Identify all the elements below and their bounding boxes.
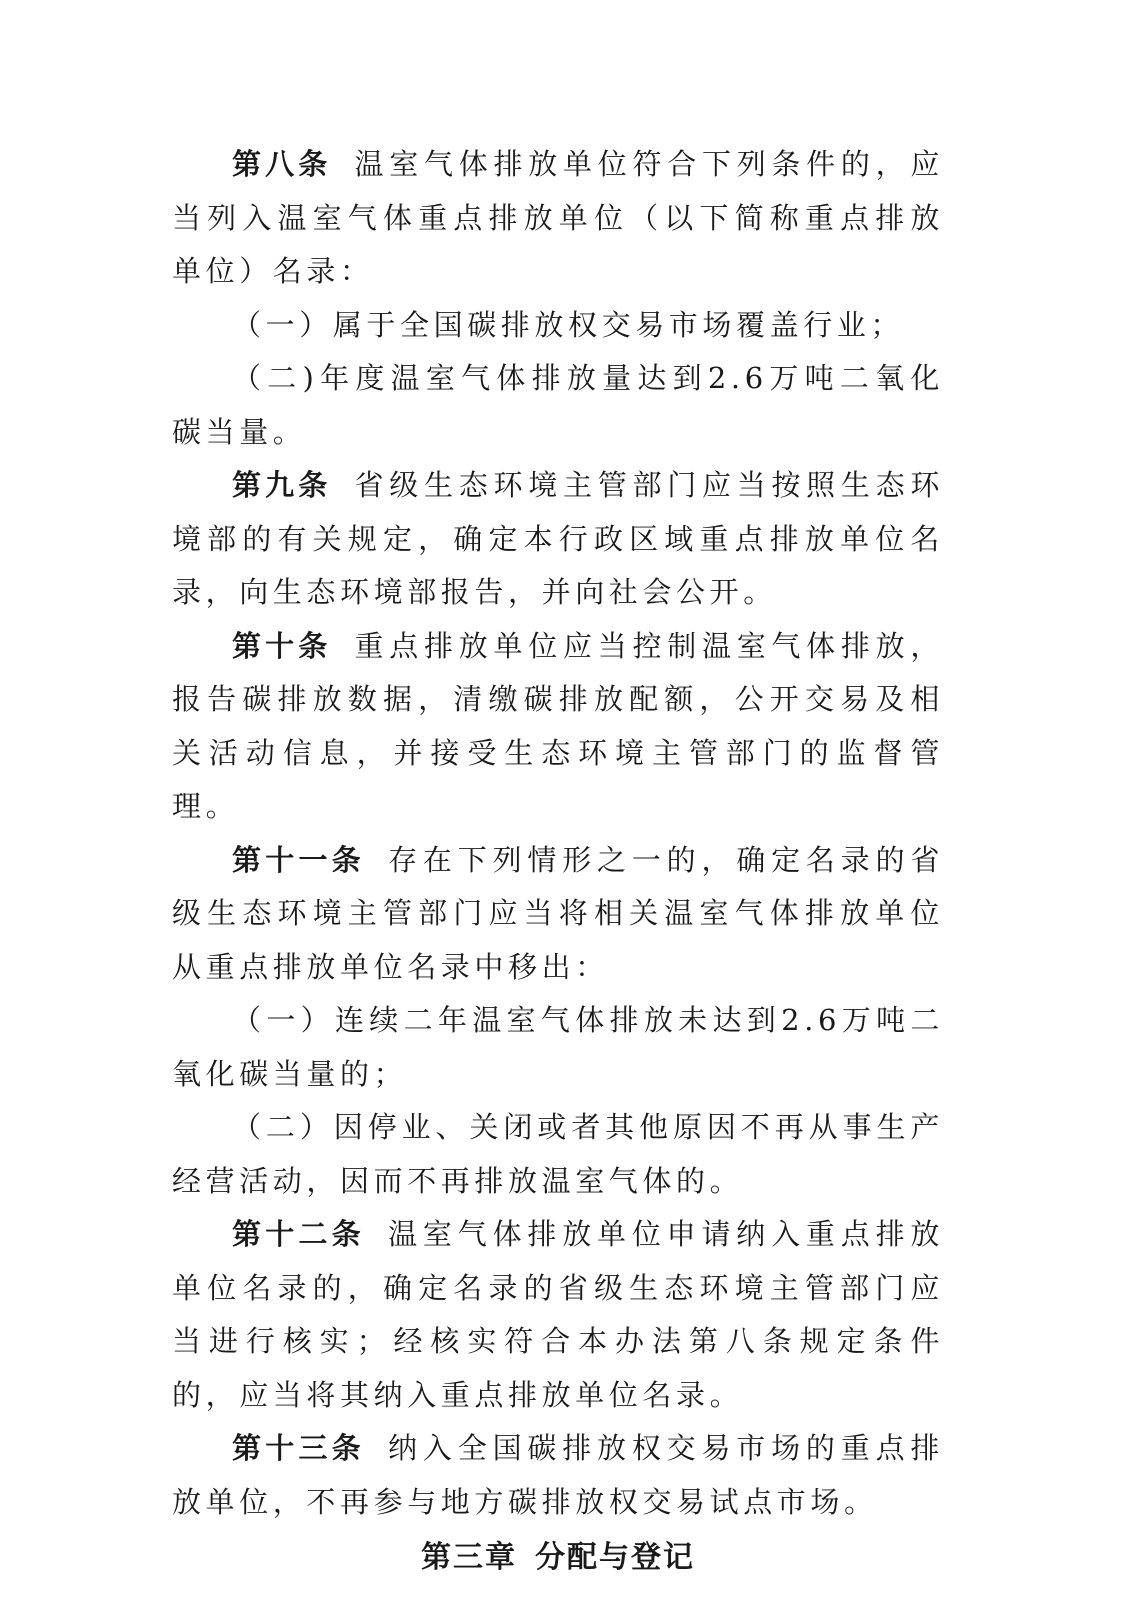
article-text: 存在下列情形之一的，确定名录的省级生态环境主管部门应当将相关温室气体排放单位从重点排放单位名录中移出： [172, 842, 944, 984]
chapter-heading [172, 1531, 944, 1585]
article-11 [172, 834, 944, 995]
document-body [172, 138, 944, 1585]
article-13 [172, 1422, 944, 1529]
article-11-item-2: （二）因停业、关闭或者其他原因不再从事生产经营活动，因而不再排放温室气体的。 [172, 1110, 944, 1198]
article-8-item-2: （二)年度温室气体排放量达到2.6万吨二氧化碳当量。 [172, 361, 944, 449]
article-text: 重点排放单位应当控制温室气体排放，报告碳排放数据，清缴碳排放配额，公开交易及相关活动信息，并接受生态环境主管部门的监督管理。 [172, 628, 944, 823]
article-12 [172, 1208, 944, 1422]
article-title: 第八条 [232, 147, 332, 181]
article-9 [172, 459, 944, 620]
article-title: 第十三条 [232, 1431, 365, 1465]
article-title: 第十二条 [232, 1217, 365, 1251]
chapter-number: 第三章 [421, 1540, 517, 1575]
chapter-title: 分配与登记 [535, 1540, 695, 1575]
article-11-item-1: （一）连续二年温室气体排放未达到2.6万吨二氧化碳当量的； [172, 1003, 944, 1091]
article-10 [172, 620, 944, 834]
article-text: 温室气体排放单位申请纳入重点排放单位名录的，确定名录的省级生态环境主管部门应当进行核实；经核实符合本办法第八条规定条件的，应当将其纳入重点排放单位名录。 [172, 1217, 944, 1412]
article-text: 温室气体排放单位符合下列条件的，应当列入温室气体重点排放单位（以下简称重点排放单位）名录： [172, 147, 944, 288]
article-title: 第九条 [232, 468, 332, 502]
article-8-item-1: （一）属于全国碳排放权交易市场覆盖行业； [232, 307, 905, 342]
article-title: 第十条 [232, 628, 332, 663]
article-title: 第十一条 [232, 842, 365, 877]
article-text: 省级生态环境主管部门应当按照生态环境部的有关规定，确定本行政区域重点排放单位名录，向生态环境部报告，并向社会公开。 [172, 468, 944, 609]
article-8 [172, 138, 944, 299]
article-text: 纳入全国碳排放权交易市场的重点排放单位，不再参与地方碳排放权交易试点市场。 [172, 1431, 944, 1519]
